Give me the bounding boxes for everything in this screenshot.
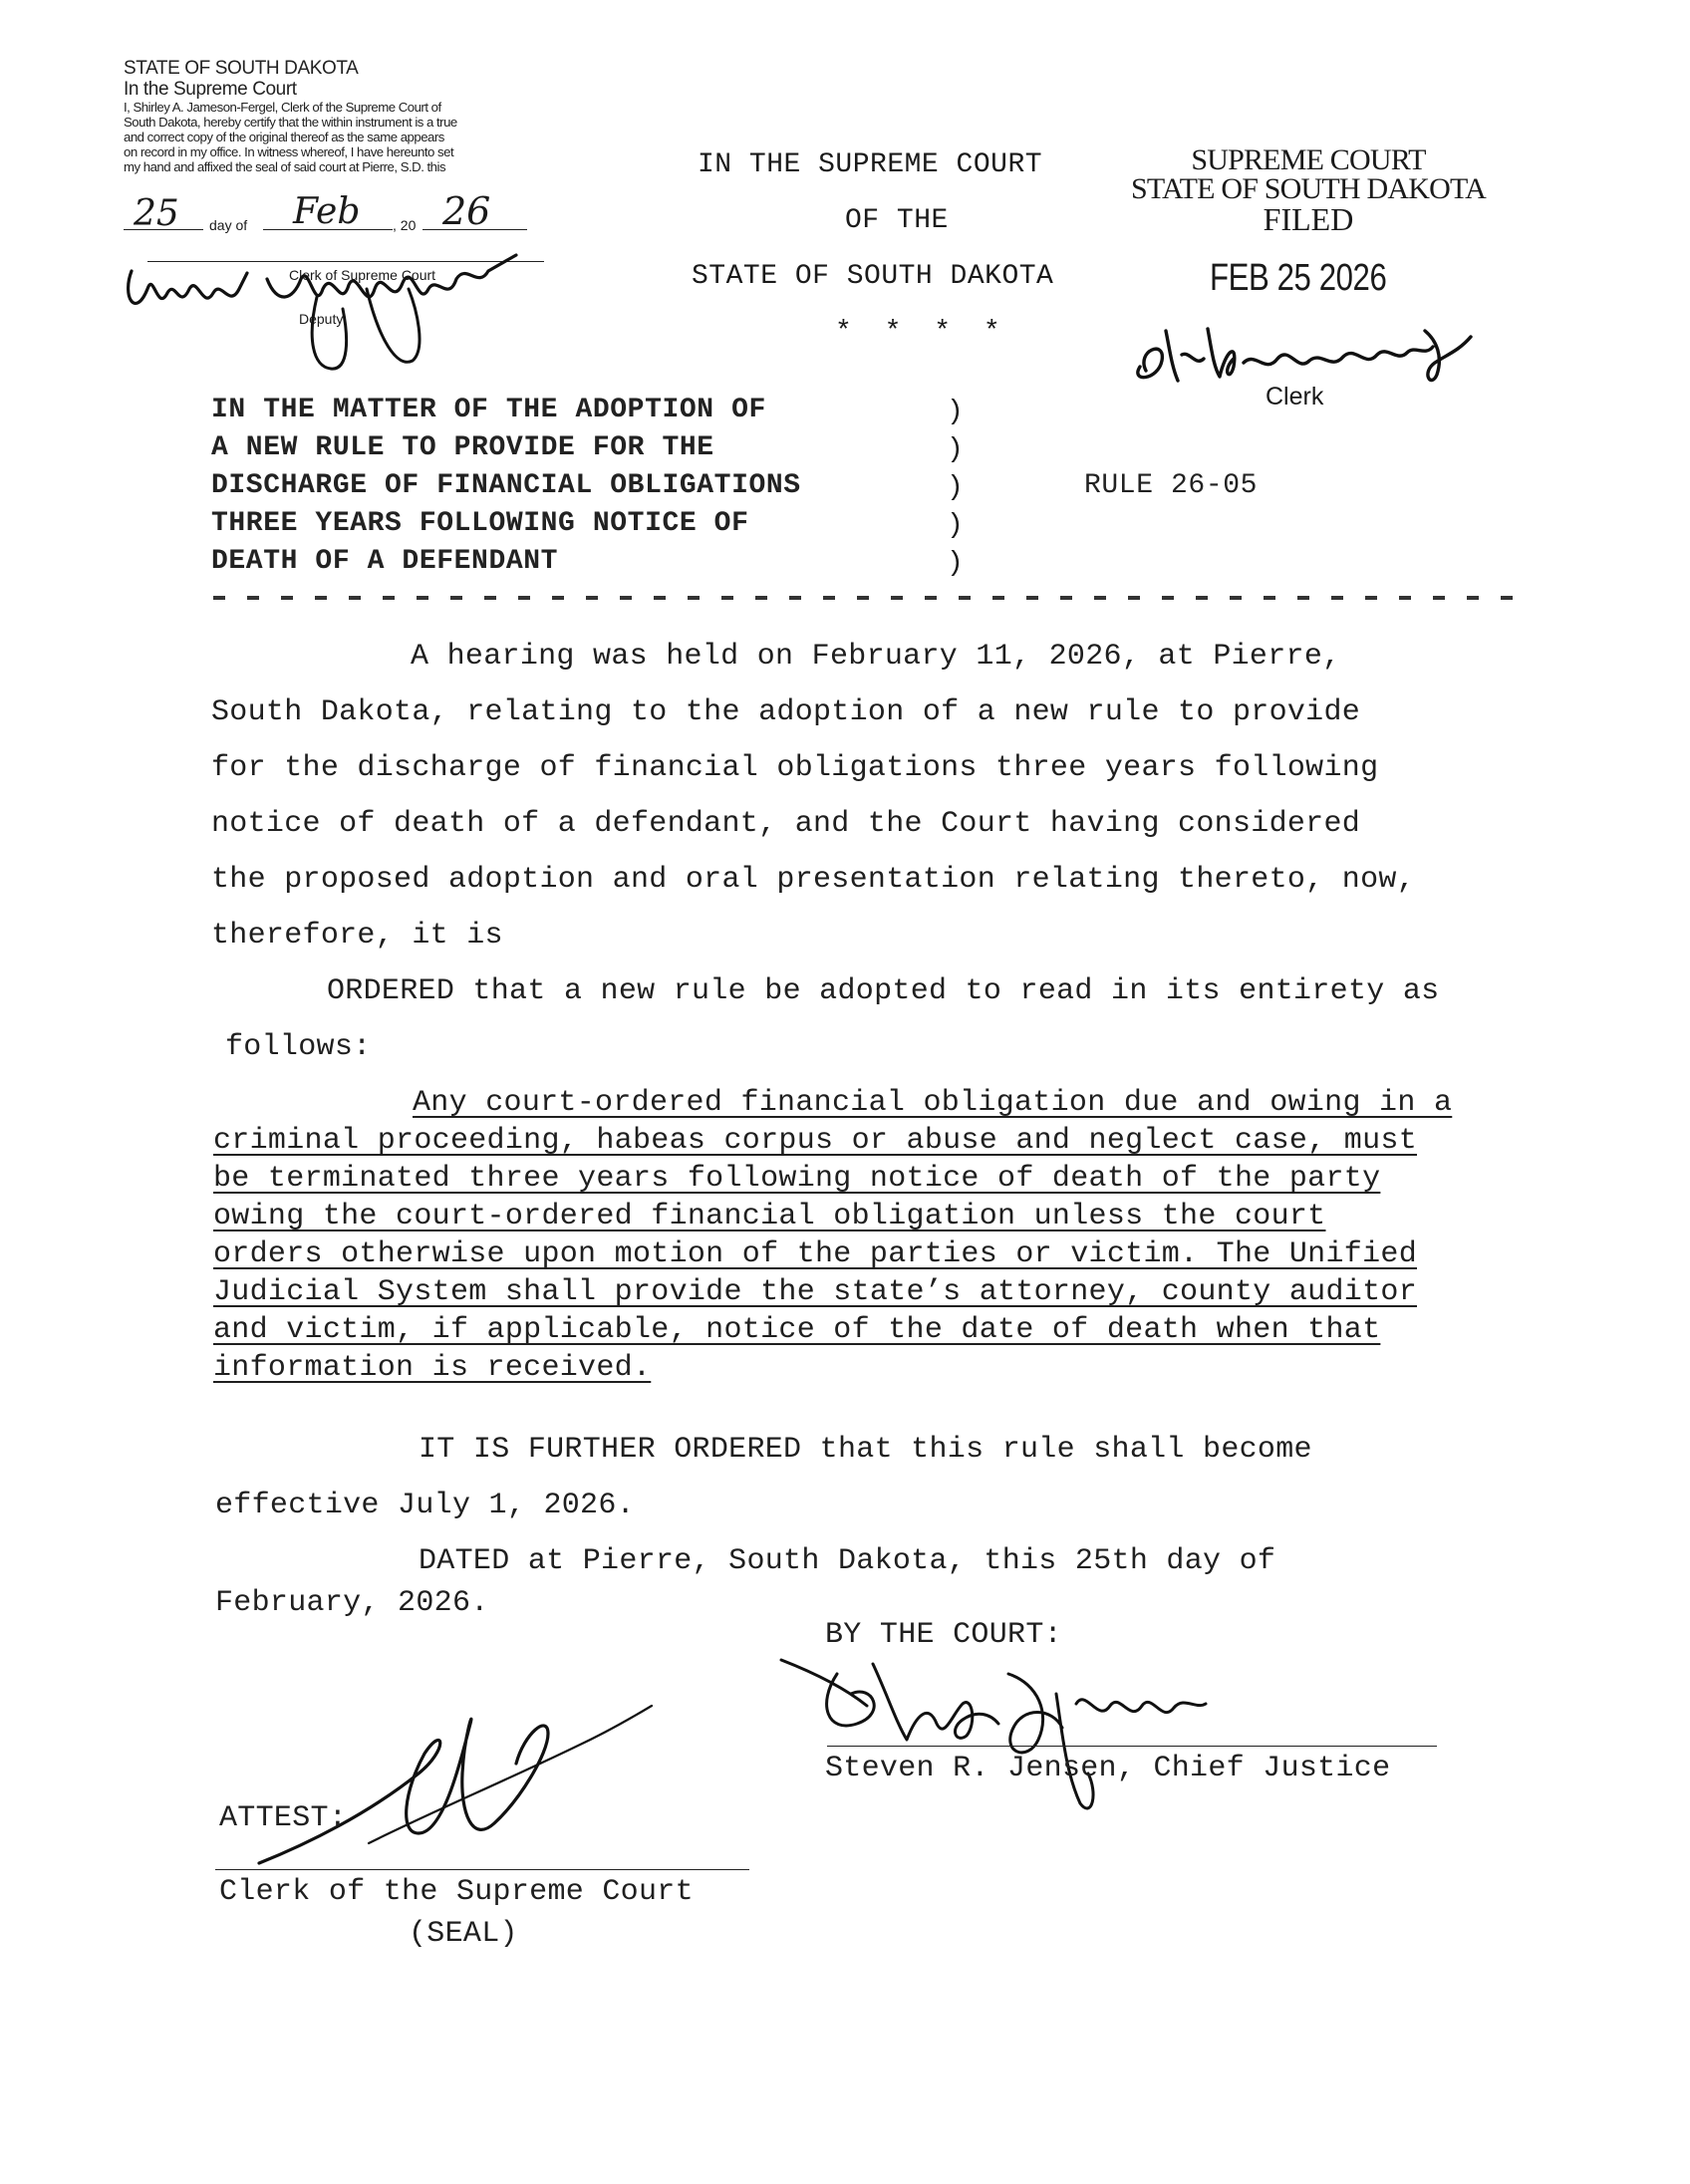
caption-paren: ) [947, 548, 964, 579]
cert-year-prefix: , 20 [393, 217, 417, 233]
caption-paren: ) [947, 510, 964, 541]
hearing-line: South Dakota, relating to the adoption of a new rule to provide [211, 695, 1361, 729]
cert-court: In the Supreme Court [124, 79, 297, 100]
cert-line: I, Shirley A. Jameson-Fergel, Clerk of the Supreme Court of [124, 100, 441, 115]
dated-line: February, 2026. [215, 1586, 489, 1620]
rule-number: RULE 26-05 [1084, 470, 1259, 501]
caption-paren: ) [947, 434, 964, 465]
filed-line: FILED [1263, 201, 1354, 237]
court-name-line: OF THE [845, 205, 949, 236]
by-the-court: BY THE COURT: [825, 1618, 1062, 1652]
cert-state: STATE OF SOUTH DAKOTA [124, 58, 359, 79]
cert-line: and correct copy of the original thereof as the same appears [124, 130, 444, 144]
rule-text-line: and victim, if applicable, notice of the date of death when that [213, 1313, 1381, 1347]
cert-signer-title: Clerk of Supreme Court [289, 267, 436, 283]
cert-line: South Dakota, hereby certify that the within instrument is a true [124, 115, 457, 130]
clerk-title: Clerk of the Supreme Court [219, 1875, 694, 1909]
caption-paren: ) [947, 397, 964, 427]
clerk-attest-signature [249, 1694, 668, 1873]
seal-label: (SEAL) [409, 1917, 518, 1951]
ordered-line: ORDERED that a new rule be adopted to read in its entirety as [327, 974, 1440, 1008]
filed-date: FEB 25 2026 [1210, 257, 1387, 299]
caption-divider [213, 596, 1515, 600]
court-name-line: IN THE SUPREME COURT [698, 149, 1043, 180]
cert-month-handwritten: Feb [293, 191, 361, 232]
further-line: IT IS FURTHER ORDERED that this rule shall become [419, 1433, 1312, 1467]
filed-stamp [1124, 145, 1493, 235]
certification-stamp [124, 58, 562, 174]
cert-line: my hand and affixed the seal of said court at Pierre, S.D. this [124, 159, 446, 174]
rule-text-line: orders otherwise upon motion of the parties or victim. The Unified [213, 1237, 1417, 1271]
cert-day-handwritten: 25 [134, 193, 179, 234]
cert-day-label: day of [209, 217, 248, 233]
deputy-clerk-signature [118, 249, 556, 379]
matter-line: A NEW RULE TO PROVIDE FOR THE [211, 432, 714, 463]
cert-date-line [124, 189, 552, 239]
rule-text-line: information is received. [213, 1351, 652, 1385]
filed-clerk-label: Clerk [1266, 383, 1324, 410]
hearing-line: therefore, it is [211, 919, 503, 953]
caption-paren: ) [947, 472, 964, 503]
matter-line: IN THE MATTER OF THE ADOPTION OF [211, 395, 766, 425]
dated-line: DATED at Pierre, South Dakota, this 25th day of [419, 1544, 1276, 1578]
chief-justice-name: Steven R. Jensen, Chief Justice [825, 1752, 1391, 1785]
filed-line: STATE OF SOUTH DAKOTA [1131, 172, 1486, 205]
attest-label: ATTEST: [219, 1801, 348, 1835]
hearing-line: notice of death of a defendant, and the Court having considered [211, 807, 1361, 841]
chief-justice-signature [777, 1644, 1236, 1823]
cert-deputy-label: Deputy [299, 311, 344, 327]
matter-line: DISCHARGE OF FINANCIAL OBLIGATIONS [211, 470, 801, 501]
filed-line: SUPREME COURT [1191, 143, 1426, 176]
court-name-line: STATE OF SOUTH DAKOTA [692, 261, 1054, 292]
caption-stars: * * * * [835, 317, 1008, 348]
hearing-line: the proposed adoption and oral presentation relating thereto, now, [211, 863, 1415, 897]
cert-year-handwritten: 26 [442, 189, 491, 233]
matter-line: THREE YEARS FOLLOWING NOTICE OF [211, 508, 749, 539]
matter-line: DEATH OF A DEFENDANT [211, 546, 559, 577]
cert-line: on record in my office. In witness whereof, I have hereunto set [124, 144, 454, 159]
rule-text-line: owing the court-ordered financial obligation unless the court [213, 1200, 1326, 1233]
further-line: effective July 1, 2026. [215, 1489, 635, 1522]
rule-text-line: Judicial System shall provide the state’s attorney, county auditor [213, 1275, 1417, 1309]
rule-text-line: be terminated three years following notice of death of the party [213, 1162, 1381, 1196]
ordered-line: follows: [225, 1030, 372, 1064]
hearing-line: A hearing was held on February 11, 2026, at Pierre, [411, 640, 1341, 674]
clerk-signature [1126, 311, 1485, 391]
rule-text-line: criminal proceeding, habeas corpus or abuse and neglect case, must [213, 1124, 1417, 1158]
rule-text-line: Any court-ordered financial obligation due and owing in a [413, 1086, 1453, 1120]
hearing-line: for the discharge of financial obligations three years following [211, 751, 1379, 785]
